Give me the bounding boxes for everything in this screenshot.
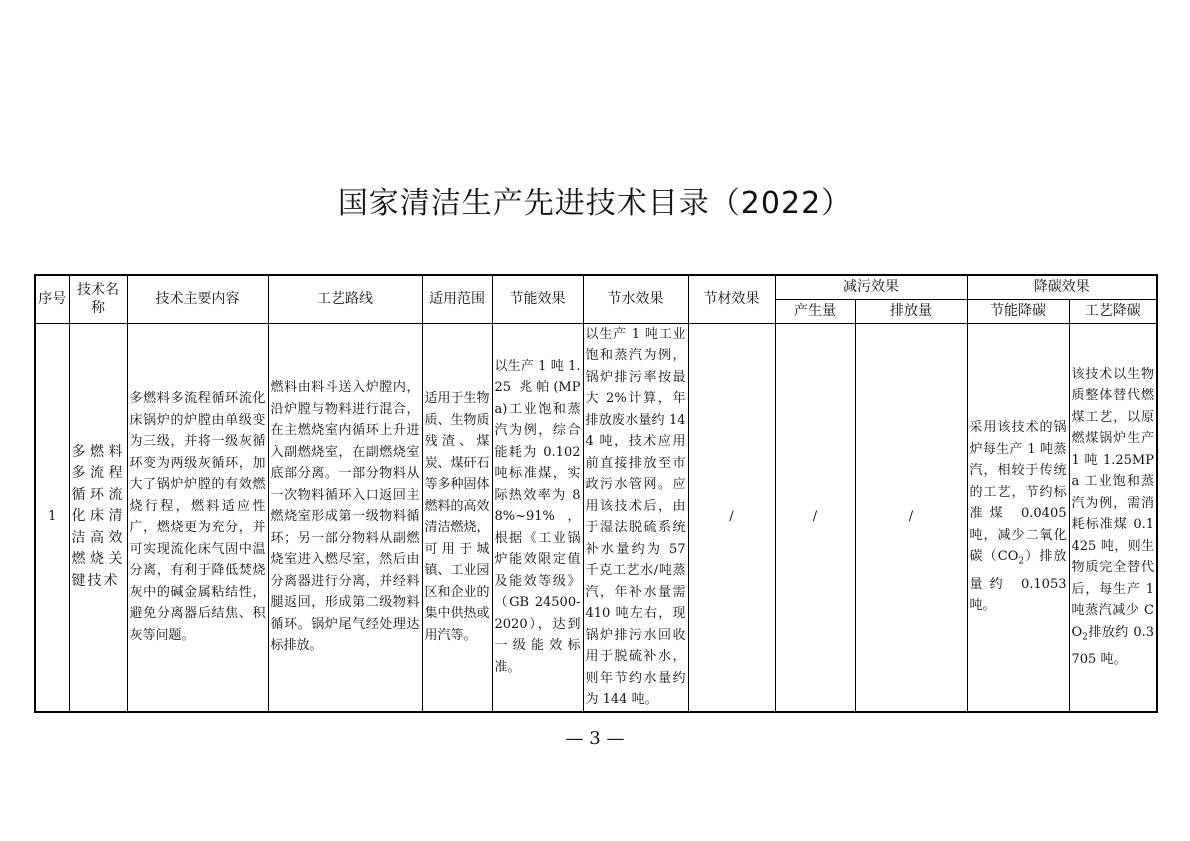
- header-carbon-energy: 节能降碳: [967, 299, 1069, 323]
- cell-carbon-process: [1069, 323, 1157, 712]
- header-pollution-emission: 排放量: [855, 299, 967, 323]
- cell-main-content: 多燃料多流程循环流化床锅炉的炉膛由单级变为三级，并将一级灰循环变为两级灰循环，加大了锅炉炉膛的有效燃烧行程，燃料适应性广，燃烧更为充分，并可实现流化床气固中温分离，有利于降低焚烧灰中的碱金属粘结性，避免分离器后结焦、积灰等问题。: [127, 323, 268, 712]
- header-seq: 序号: [35, 275, 69, 323]
- header-tech-name: 技术名称: [69, 275, 127, 323]
- cell-tech-name: 多燃料多流程循环流化床清洁高效燃烧关键技术: [69, 323, 127, 712]
- table-row: [35, 323, 1157, 712]
- carbon-energy-text-end: ）排放量约 0.1053 吨。: [969, 549, 1067, 614]
- page-number: — 3 —: [565, 728, 625, 749]
- header-process-route: 工艺路线: [268, 275, 422, 323]
- cell-energy-saving: 以生产 1 吨 1.25 兆帕(MPa)工业饱和蒸汽为例，综合能耗为 0.102 吨标准煤，实际热效率为 88%~91%，根据《工业锅炉能效限定值及能效等级》（GB 24500-2020），达到一级能效标准。: [492, 323, 583, 712]
- technology-table: [34, 274, 1158, 713]
- header-carbon-reduction: 降碳效果: [967, 275, 1157, 299]
- cell-process-route: 燃料由料斗送入炉膛内，沿炉膛与物料进行混合，在主燃烧室内循环上升进入副燃烧室，在副燃烧室底部分离。一部分物料从一次物料循环入口返回主燃烧室形成第一级物料循环；另一部分物料从副燃烧室进入燃尽室，然后由分离器进行分离，并经料腿返回，形成第二级物料循环。锅炉尾气经处理达标排放。: [268, 323, 422, 712]
- carbon-process-subscript: 2: [1082, 632, 1088, 643]
- cell-material-saving: /: [688, 323, 775, 712]
- cell-pollution-emission: /: [855, 323, 967, 712]
- header-material-saving: 节材效果: [688, 275, 775, 323]
- header-carbon-process: 工艺降碳: [1069, 299, 1157, 323]
- carbon-energy-text: 采用该技术的锅炉每生产 1 吨蒸汽，相较于传统的工艺，节约标准煤 0.0405 吨，减少二氧化碳（CO: [969, 420, 1067, 565]
- cell-seq: 1: [35, 323, 69, 712]
- carbon-process-text: 该技术以生物质整体替代燃煤工艺，以原燃煤锅炉生产 1 吨 1.25MPa 工业饱和蒸汽为例，需消耗标准煤 0.1425 吨，则生物质完全替代后，每生产 1 吨蒸汽减少 CO: [1071, 366, 1154, 640]
- cell-water-saving: 以生产 1 吨工业饱和蒸汽为例，锅炉排污率按最大 2%计算，年排放废水量约 144 吨，技术应用前直接排放至市政污水管网。应用该技术后，由于湿法脱硫系统补水量约为 57 千克工艺水/吨蒸汽，年补水量需 410 吨左右，现锅炉排污水回收用于脱硫补水，则年节约水量约为 144 吨。: [583, 323, 688, 712]
- carbon-process-text-end: 排放约 0.3705 吨。: [1071, 624, 1154, 667]
- header-main-content: 技术主要内容: [127, 275, 268, 323]
- cell-carbon-energy: [967, 323, 1069, 712]
- header-pollution-reduction: 减污效果: [775, 275, 967, 299]
- header-energy-saving: 节能效果: [492, 275, 583, 323]
- cell-pollution-generation: /: [775, 323, 855, 712]
- header-pollution-generation: 产生量: [775, 299, 855, 323]
- header-water-saving: 节水效果: [583, 275, 688, 323]
- carbon-energy-subscript: 2: [1018, 557, 1025, 568]
- cell-scope: 适用于生物质、生物质残渣、煤炭、煤矸石等多种固体燃料的高效清洁燃烧，可用于城镇、工业园区和企业的集中供热或用汽等。: [422, 323, 492, 712]
- header-scope: 适用范围: [422, 275, 492, 323]
- document-title: 国家清洁生产先进技术目录（2022）: [337, 186, 853, 221]
